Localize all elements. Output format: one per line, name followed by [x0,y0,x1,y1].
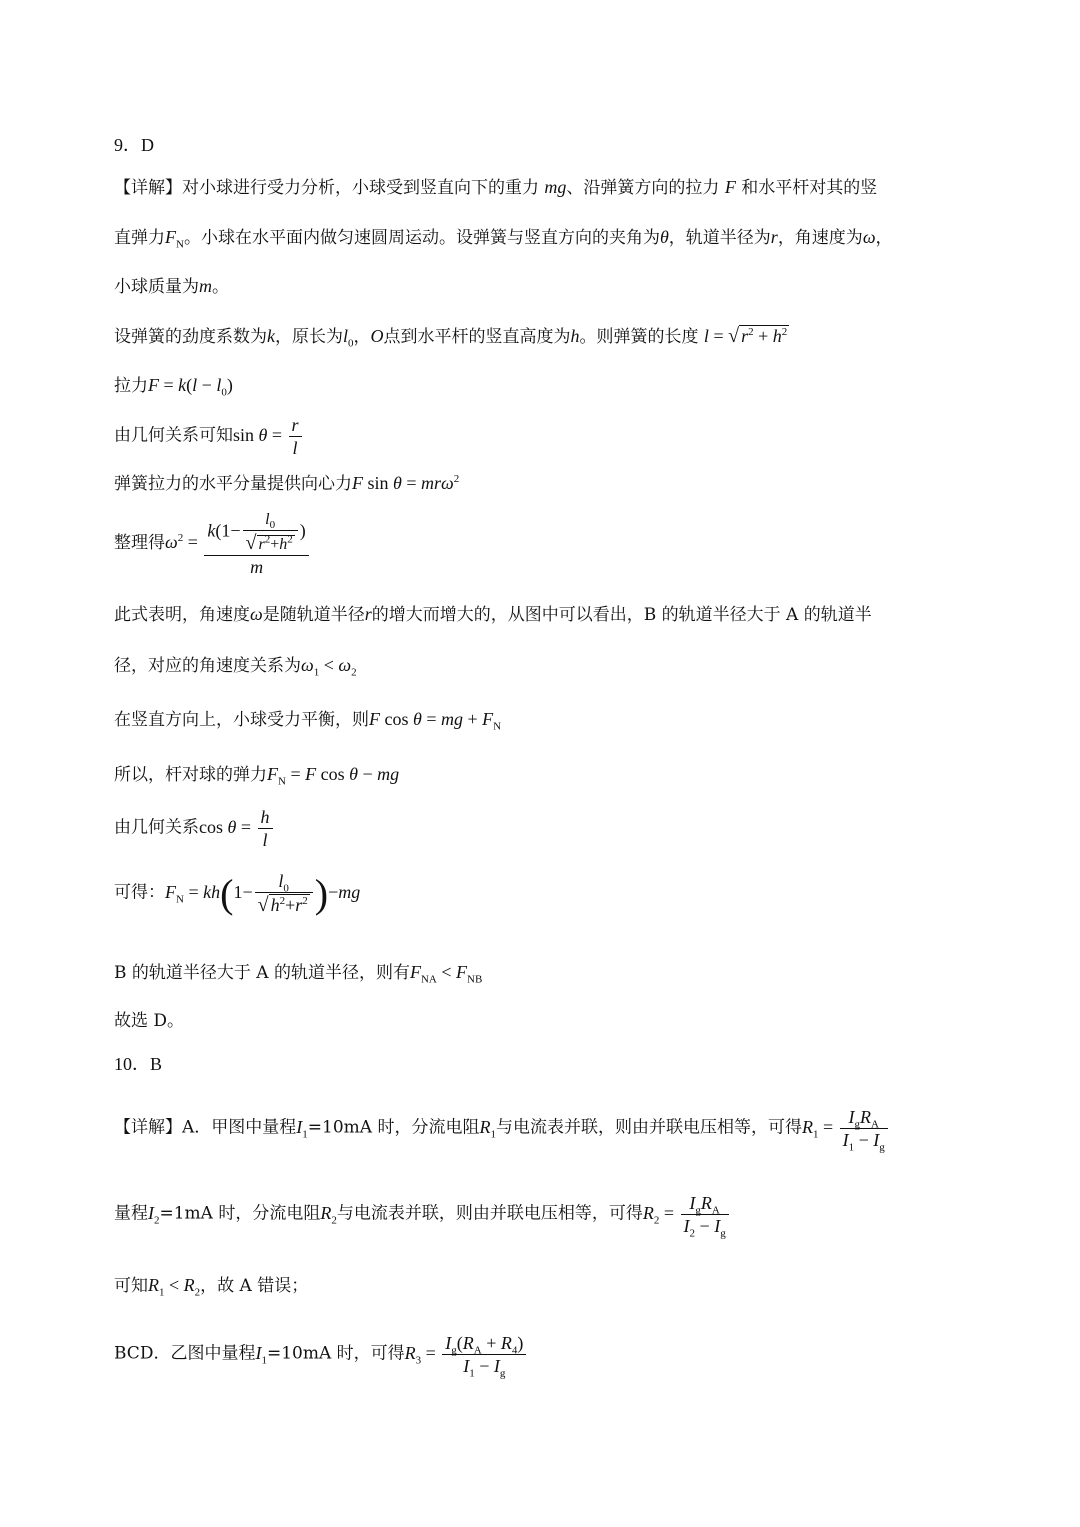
formula: $F_{NA} < F_{NB}$ [409,962,483,986]
q9-comparison-line: B 的轨道半径大于 A 的轨道半径，则有$F_{NA} < F_{NB}$ [114,962,483,986]
detail-tag: 【详解】 [114,178,182,198]
formula: ω [862,227,876,247]
formula: $R_1$ [479,1116,496,1141]
formula: O [370,326,384,346]
formula: m [199,276,212,296]
formula: $F_N = F$ cos θ − mg [267,764,400,788]
q10-r1-line: 【详解】A．甲图中量程$I_1=10mA$ 时，分流电阻$R_1$与电流表并联，则由并联电压相等，可得$R_1$ = $\frac{I_gR_A}{I_1 - I_g}$ [114,1108,890,1149]
formula: k [267,326,275,346]
q9-answer: 9．D [114,135,154,155]
formula: sin θ = $\frac{r}{l}$ [233,425,304,445]
formula: mg [544,177,567,197]
formula: $l_0$ [343,326,354,350]
formula: θ [659,227,669,247]
formula: $I_1$ [296,1116,308,1141]
formula: $F_N = kh(1-$ $\frac{l_0}{√ h^2+r^2}$ )−mg [165,870,361,916]
q9-spring-length-line: 设弹簧的劲度系数为k，原长为$l_0$，O点到水平杆的竖直高度为h。则弹簧的长度 l = √ $r^2 + h^2$ [114,325,788,350]
q9-centripetal-line: 弹簧拉力的水平分量提供向心力F sin θ = mrω$^2$ [114,473,460,494]
q9-normal-force-line: 所以，杆对球的弹力$F_N = F$ cos θ − mg [114,764,400,788]
q9-result-line: 可得：$F_N = kh(1-$ $\frac{l_0}{√ h^2+r^2}$ )−mg [114,870,361,916]
q9-sin-line: 由几何关系可知sin θ = $\frac{r}{l}$ [114,416,304,457]
formula: $R_3$ = $\frac{I_g(R_A + R_4)}{I_1 - I_g}$ [405,1343,529,1363]
formula: F [724,177,736,197]
formula: $R_1$ = $\frac{I_gR_A}{I_1 - I_g}$ [802,1117,890,1137]
q9-vertical-balance-line: 在竖直方向上，小球受力平衡，则F cos θ = mg + $F_N$ [114,709,502,733]
formula: $R_1 < R_2$ [148,1275,201,1299]
formula: r [770,227,778,247]
q10-answer: 10．B [114,1054,163,1074]
q9-conclusion-line-1: 此式表明，角速度ω是随轨道半径r的增大而增大的，从图中可以看出，B 的轨道半径大于 A 的轨道半 [114,604,872,625]
formula: $\omega_1 < \omega_2$ [301,655,357,679]
formula: cos θ = $\frac{h}{l}$ [199,817,275,837]
formula: l = √ $r^2 + h^2$ [703,325,788,347]
q10-compare-line: 可知$R_1 < R_2$，故 A 错误； [114,1275,309,1299]
formula: $F_N$ [165,227,184,251]
q9-detail-line-3: 小球质量为m。 [114,276,229,297]
formula: r [364,604,372,624]
formula: $R_2$ = $\frac{I_gR_A}{I_2 - I_g}$ [643,1203,731,1223]
formula: $R_2$ [320,1202,337,1227]
detail-tag: 【详解】 [114,1117,182,1138]
q9-detail-line-2: 直弹力$F_N$。小球在水平面内做匀速圆周运动。设弹簧与竖直方向的夹角为θ，轨道半径为r，角速度为ω， [114,227,893,251]
formula: h [570,326,580,346]
formula: F cos θ = mg + $F_N$ [369,709,502,733]
q9-choice-line: 故选 D。 [114,1011,185,1031]
formula: $I_2$ [148,1202,160,1227]
formula: $\omega^2$ = k(1− $\frac{l_0}{√ r^2+h^2}$ ) m [165,532,311,552]
q10-r2-line: 量程$I_2=1mA$ 时，分流电阻$R_2$与电流表并联，则由并联电压相等，可得$R_2$ = $\frac{I_gR_A}{I_2 - I_g}$ [114,1194,731,1235]
formula: F sin θ = mrω$^2$ [352,473,460,493]
q9-conclusion-line-2: 径，对应的角速度关系为$\omega_1 < \omega_2$ [114,655,357,679]
q9-detail-line-1: 【详解】对小球进行受力分析，小球受到竖直向下的重力 mg、沿弹簧方向的拉力 F 和水平杆对其的竖 [114,177,878,198]
formula: $F = k(l - l_0)$ [148,375,233,399]
q9-tension-line: 拉力$F = k(l - l_0)$ [114,375,233,399]
formula: ω [250,604,263,624]
formula: $I_1$ [255,1342,267,1367]
q10-r3-line: BCD．乙图中量程$I_1=10mA$ 时，可得$R_3$ = $\frac{I_g(R_A + R_4)}{I_1 - I_g}$ [114,1334,528,1375]
q9-cos-line: 由几何关系cos θ = $\frac{h}{l}$ [114,808,275,849]
q9-omega-line: 整理得$\omega^2$ = k(1− $\frac{l_0}{√ r^2+h^2}$ ) m [114,512,311,576]
